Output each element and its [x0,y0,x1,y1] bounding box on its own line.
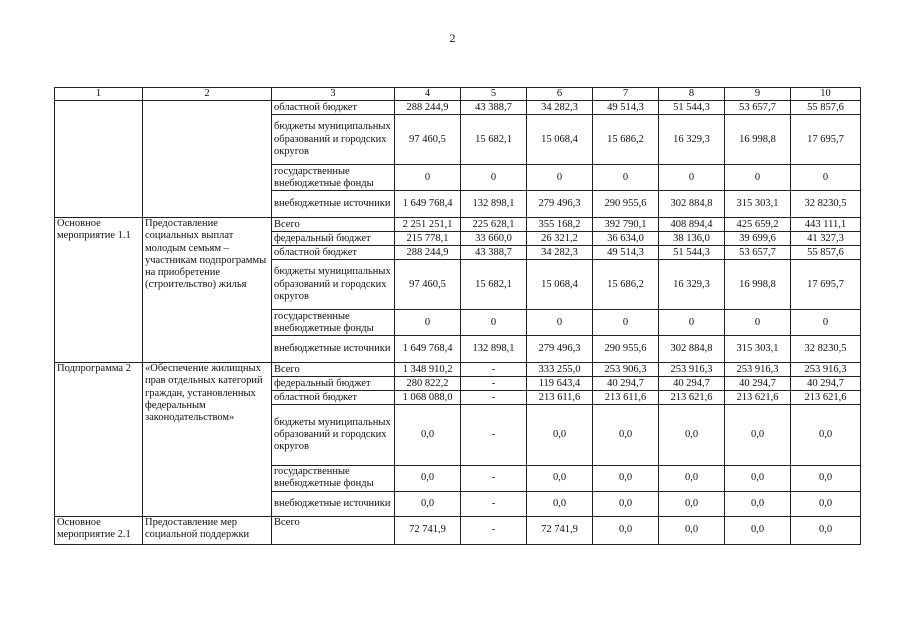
funding-source-cell: областной бюджет [272,391,395,405]
value-cell: 49 514,3 [593,246,659,260]
value-cell: 290 955,6 [593,336,659,363]
funding-source-cell: государственные внебюджетные фонды [272,310,395,336]
header-cell: 5 [461,88,527,101]
value-cell: 38 136,0 [659,232,725,246]
row-description-cell: Предоставление социальных выплат молодым семьям – участникам подпрограммы на приобретение (строительство) жилья [143,218,272,363]
funding-source-cell: бюджеты муниципальных образований и городских округов [272,115,395,165]
value-cell: - [461,491,527,516]
value-cell: 288 244,9 [395,246,461,260]
funding-source-cell: внебюджетные источники [272,191,395,218]
table-row [55,516,861,544]
value-cell: 15 682,1 [461,115,527,165]
value-cell: 132 898,1 [461,336,527,363]
value-cell: 15 686,2 [593,260,659,310]
value-cell: 16 329,3 [659,260,725,310]
value-cell: 40 294,7 [791,377,861,391]
value-cell: 49 514,3 [593,101,659,115]
value-cell: 0 [725,310,791,336]
value-cell: 408 894,4 [659,218,725,232]
value-cell: - [461,516,527,544]
value-cell: - [461,391,527,405]
header-cell: 1 [55,88,143,101]
value-cell: 40 294,7 [659,377,725,391]
value-cell: 0 [659,310,725,336]
value-cell: 0,0 [725,491,791,516]
page-number: 2 [449,31,456,45]
value-cell: 253 916,3 [725,363,791,377]
header-cell: 10 [791,88,861,101]
funding-source-cell: Всего [272,363,395,377]
header-cell: 3 [272,88,395,101]
value-cell: 41 327,3 [791,232,861,246]
funding-source-cell: федеральный бюджет [272,232,395,246]
value-cell: - [461,466,527,491]
value-cell: 34 282,3 [527,101,593,115]
funding-source-cell: Всего [272,218,395,232]
value-cell: 253 916,3 [659,363,725,377]
header-cell: 6 [527,88,593,101]
value-cell: 425 659,2 [725,218,791,232]
value-cell: 39 699,6 [725,232,791,246]
row-label-cell: Подпрограмма 2 [55,363,143,516]
value-cell: 392 790,1 [593,218,659,232]
value-cell: 0,0 [659,491,725,516]
value-cell: 290 955,6 [593,191,659,218]
funding-source-cell: государственные внебюджетные фонды [272,165,395,191]
value-cell: 16 998,8 [725,260,791,310]
value-cell: 0,0 [593,516,659,544]
value-cell: 253 906,3 [593,363,659,377]
value-cell: 15 682,1 [461,260,527,310]
value-cell: 0,0 [725,516,791,544]
funding-source-cell: бюджеты муниципальных образований и городских округов [272,405,395,466]
value-cell: 0,0 [659,516,725,544]
value-cell: 0,0 [593,466,659,491]
value-cell: 213 621,6 [725,391,791,405]
table-row [55,218,861,232]
value-cell: 32 8230,5 [791,191,861,218]
value-cell: 1 649 768,4 [395,191,461,218]
value-cell: 97 460,5 [395,260,461,310]
value-cell: 213 621,6 [659,391,725,405]
value-cell: 0 [395,310,461,336]
funding-source-cell: Всего [272,516,395,544]
value-cell: 43 388,7 [461,246,527,260]
value-cell: 213 611,6 [593,391,659,405]
value-cell: - [461,363,527,377]
value-cell: 0,0 [593,491,659,516]
value-cell: 288 244,9 [395,101,461,115]
value-cell: 40 294,7 [593,377,659,391]
value-cell: 280 822,2 [395,377,461,391]
value-cell: 55 857,6 [791,101,861,115]
value-cell: 302 884,8 [659,336,725,363]
funding-source-cell: внебюджетные источники [272,491,395,516]
value-cell: 213 611,6 [527,391,593,405]
value-cell: 40 294,7 [725,377,791,391]
value-cell: 279 496,3 [527,336,593,363]
value-cell: 355 168,2 [527,218,593,232]
value-cell: 315 303,1 [725,336,791,363]
value-cell: 51 544,3 [659,101,725,115]
value-cell: 279 496,3 [527,191,593,218]
value-cell: 2 251 251,1 [395,218,461,232]
value-cell: 0 [659,165,725,191]
value-cell: - [461,405,527,466]
row-label-cell: Основное мероприятие 1.1 [55,218,143,363]
value-cell: 26 321,2 [527,232,593,246]
funding-source-cell: областной бюджет [272,101,395,115]
value-cell: 0,0 [395,466,461,491]
value-cell: 15 068,4 [527,115,593,165]
value-cell: 0 [527,310,593,336]
value-cell: 0,0 [527,405,593,466]
value-cell: 15 068,4 [527,260,593,310]
value-cell: 0 [527,165,593,191]
value-cell: 315 303,1 [725,191,791,218]
value-cell: 43 388,7 [461,101,527,115]
funding-source-cell: бюджеты муниципальных образований и городских округов [272,260,395,310]
value-cell: 53 657,7 [725,101,791,115]
value-cell: 1 068 088,0 [395,391,461,405]
value-cell: 17 695,7 [791,115,861,165]
value-cell: 215 778,1 [395,232,461,246]
value-cell: 16 329,3 [659,115,725,165]
table-row [55,363,861,377]
value-cell: 302 884,8 [659,191,725,218]
value-cell: 32 8230,5 [791,336,861,363]
value-cell: 33 660,0 [461,232,527,246]
value-cell: 0,0 [791,516,861,544]
value-cell: 0,0 [659,466,725,491]
header-cell: 8 [659,88,725,101]
value-cell: 443 111,1 [791,218,861,232]
value-cell: 0,0 [527,491,593,516]
value-cell: 0,0 [395,491,461,516]
value-cell: 0,0 [527,466,593,491]
row-label-cell: Основное мероприятие 2.1 [55,516,143,544]
value-cell: 0 [593,165,659,191]
funding-source-cell: внебюджетные источники [272,336,395,363]
value-cell: 0 [593,310,659,336]
value-cell: 0,0 [395,405,461,466]
header-cell: 2 [143,88,272,101]
value-cell: 0 [461,165,527,191]
value-cell: 253 916,3 [791,363,861,377]
row-description-cell [143,101,272,218]
value-cell: 51 544,3 [659,246,725,260]
value-cell: 0,0 [791,405,861,466]
value-cell: 0,0 [659,405,725,466]
value-cell: 0 [395,165,461,191]
funding-source-cell: областной бюджет [272,246,395,260]
value-cell: 55 857,6 [791,246,861,260]
value-cell: 36 634,0 [593,232,659,246]
value-cell: 119 643,4 [527,377,593,391]
value-cell: 0 [791,165,861,191]
value-cell: 0 [791,310,861,336]
funding-source-cell: федеральный бюджет [272,377,395,391]
row-description-cell: Предоставление мер социальной поддержки [143,516,272,544]
value-cell: 1 348 910,2 [395,363,461,377]
value-cell: 0,0 [791,491,861,516]
budget-table [54,87,861,545]
value-cell: 225 628,1 [461,218,527,232]
value-cell: 0,0 [725,466,791,491]
value-cell: - [461,377,527,391]
value-cell: 0 [725,165,791,191]
value-cell: 34 282,3 [527,246,593,260]
value-cell: 0,0 [725,405,791,466]
value-cell: 0,0 [593,405,659,466]
value-cell: 72 741,9 [527,516,593,544]
header-cell: 9 [725,88,791,101]
value-cell: 15 686,2 [593,115,659,165]
value-cell: 16 998,8 [725,115,791,165]
row-description-cell: «Обеспечение жилищных прав отдельных категорий граждан, установленных федеральным законодательством» [143,363,272,516]
value-cell: 97 460,5 [395,115,461,165]
value-cell: 0,0 [791,466,861,491]
header-cell: 7 [593,88,659,101]
value-cell: 213 621,6 [791,391,861,405]
value-cell: 53 657,7 [725,246,791,260]
table-row [55,101,861,115]
value-cell: 72 741,9 [395,516,461,544]
header-cell: 4 [395,88,461,101]
row-label-cell [55,101,143,218]
table-header-row [55,88,861,101]
value-cell: 132 898,1 [461,191,527,218]
value-cell: 0 [461,310,527,336]
value-cell: 17 695,7 [791,260,861,310]
funding-source-cell: государственные внебюджетные фонды [272,466,395,491]
value-cell: 1 649 768,4 [395,336,461,363]
value-cell: 333 255,0 [527,363,593,377]
